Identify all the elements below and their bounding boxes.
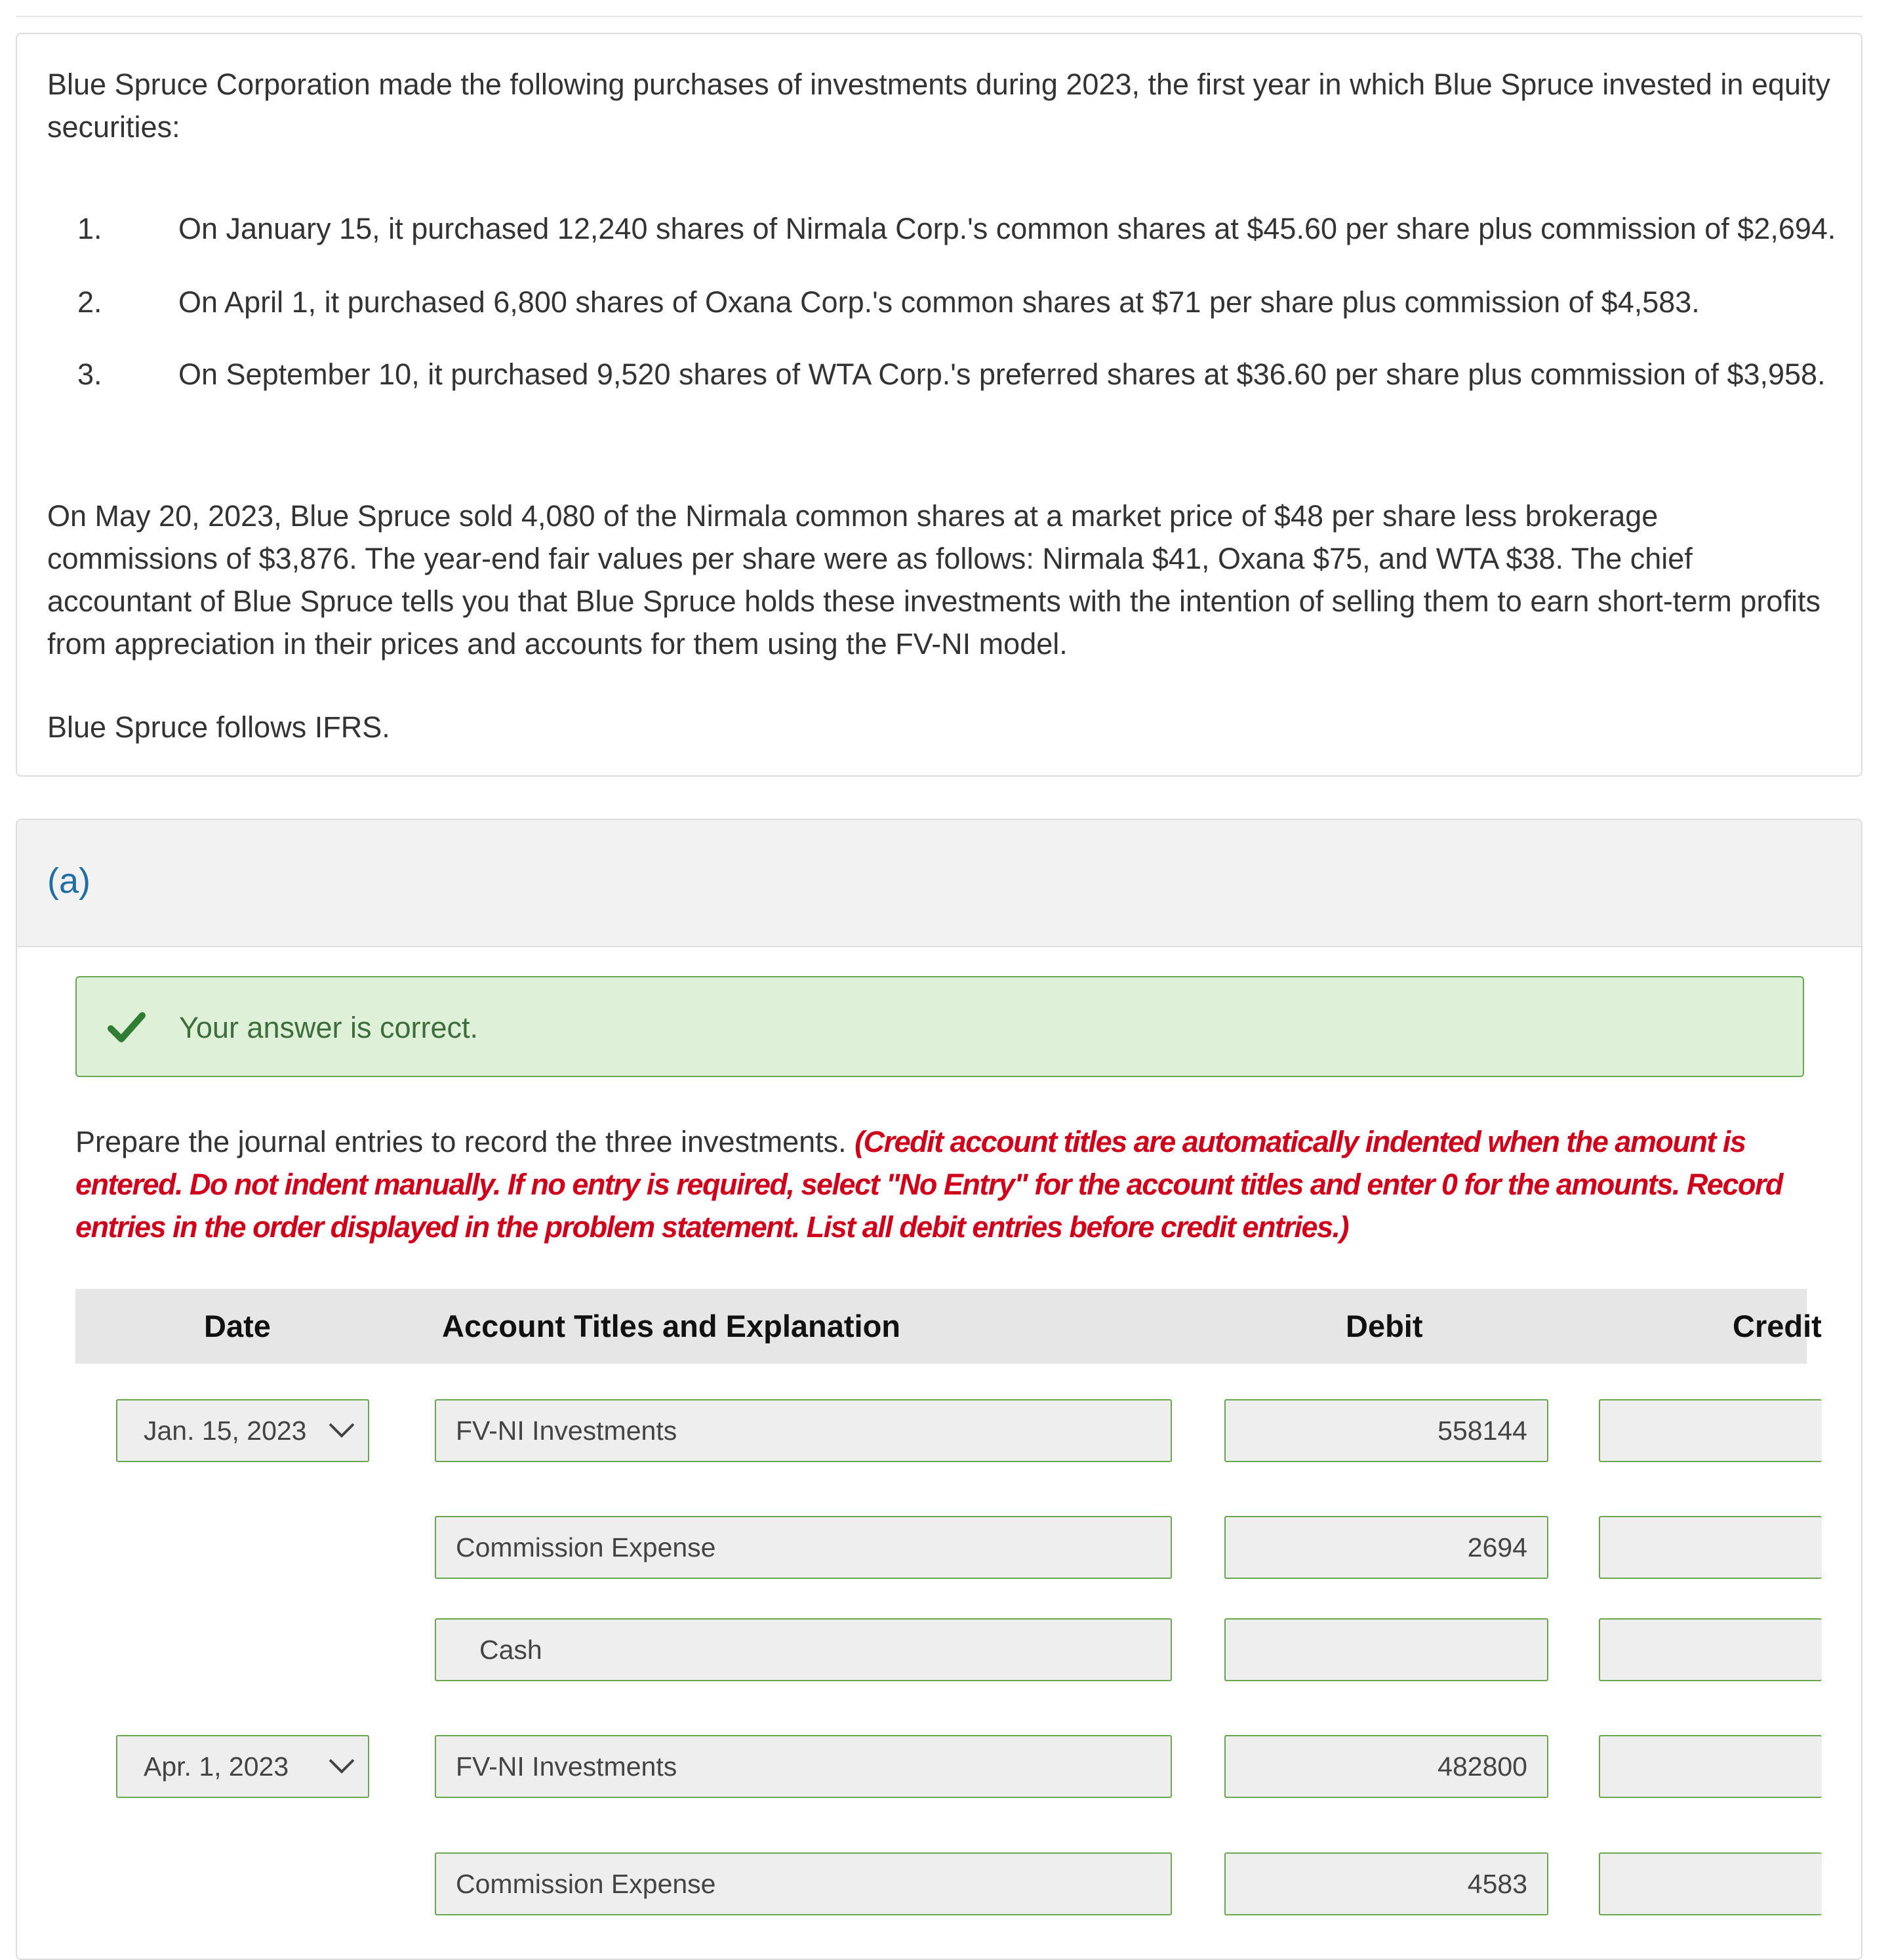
chevron-down-icon: [327, 1420, 356, 1440]
debit-input[interactable]: 2694: [1224, 1516, 1548, 1579]
problem-paragraph: On May 20, 2023, Blue Spruce sold 4,080 of the Nirmala common shares at a market price of $48 per share less brokerage commissions of $3,876. The year-end fair values per share were as follows: Nirmala $41, Oxana $75, and WTA $38. The chief accountant of Blue Spruce tells you that Blue Spruce holds these investments with the intention of selling them to earn short-term profits from appreciation in their prices and accounts for them using the FV-NI model.: [47, 499, 1820, 661]
date-select[interactable]: [116, 1735, 369, 1798]
problem-intro: Blue Spruce Corporation made the following purchases of investments during 2023, the first year in which Blue Spruce invested in equity securities:: [47, 68, 1831, 144]
credit-input[interactable]: [1599, 1399, 1822, 1462]
list-item: [47, 353, 1857, 396]
instruction-note: (Credit account titles are automatically indented when the amount is entered. Do not indent manually. If no entry is required, select "No Entry" for the account titles and enter 0 for the amounts. Record entries in the order displayed in the problem statement. List all debit entries before credit entries.): [75, 1125, 1782, 1244]
date-value: Jan. 15, 2023: [144, 1416, 307, 1446]
credit-input[interactable]: [1599, 1735, 1822, 1798]
date-select[interactable]: [116, 1399, 369, 1462]
header-date: Date: [204, 1309, 271, 1343]
problem-paragraph-ifrs: Blue Spruce follows IFRS.: [47, 710, 390, 744]
header-account: Account Titles and Explanation: [442, 1309, 901, 1343]
header-credit: Credit: [1733, 1309, 1822, 1343]
feedback-banner: [75, 976, 1804, 1077]
account-title-field[interactable]: FV-NI Investments: [435, 1735, 1172, 1798]
account-title-field[interactable]: FV-NI Investments: [435, 1399, 1172, 1462]
checkmark-icon: [107, 1008, 146, 1047]
list-number: 3.: [77, 357, 102, 391]
instruction-text: Prepare the journal entries to record the three investments.: [75, 1125, 847, 1158]
list-text: On September 10, it purchased 9,520 shares of WTA Corp.'s preferred shares at $36.60 per share plus commission of $3,958.: [178, 357, 1826, 391]
list-number: 2.: [77, 285, 102, 319]
credit-input[interactable]: [1599, 1618, 1822, 1681]
problem-statement: [16, 33, 1862, 777]
header-debit: Debit: [1346, 1309, 1423, 1343]
chevron-down-icon: [327, 1756, 356, 1776]
list-item: [47, 207, 1857, 250]
list-text: On April 1, it purchased 6,800 shares of Oxana Corp.'s common shares at $71 per share plus commission of $4,583.: [178, 285, 1700, 319]
part-label: (a): [47, 861, 90, 901]
feedback-text: Your answer is correct.: [179, 1011, 479, 1044]
debit-input[interactable]: 4583: [1224, 1852, 1548, 1915]
journal-table-header: [75, 1289, 1822, 1364]
account-title-field[interactable]: Commission Expense: [435, 1852, 1172, 1915]
list-item: [47, 281, 1857, 323]
debit-input[interactable]: 558144: [1224, 1399, 1548, 1462]
top-divider: [16, 16, 1862, 17]
instructions: [75, 1120, 1820, 1248]
credit-input[interactable]: [1599, 1516, 1822, 1579]
debit-input[interactable]: [1224, 1618, 1548, 1681]
account-title-field[interactable]: Cash: [435, 1618, 1172, 1681]
list-number: 1.: [77, 212, 102, 245]
debit-input[interactable]: 482800: [1224, 1735, 1548, 1798]
date-value: Apr. 1, 2023: [144, 1751, 289, 1782]
list-text: On January 15, it purchased 12,240 shares of Nirmala Corp.'s common shares at $45.60 per share plus commission of $2,694.: [178, 212, 1836, 245]
account-title-field[interactable]: Commission Expense: [435, 1516, 1172, 1579]
part-a-card: [16, 819, 1862, 1960]
part-header[interactable]: [17, 820, 1861, 947]
credit-input[interactable]: [1599, 1852, 1822, 1915]
